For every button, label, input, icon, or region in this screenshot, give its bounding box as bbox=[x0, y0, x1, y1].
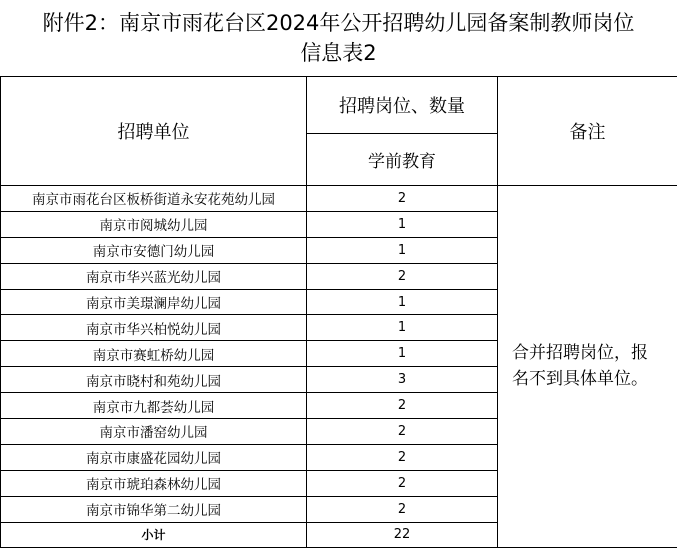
unit-name-cell: 南京市康盛花园幼儿园 bbox=[1, 444, 307, 470]
table-row bbox=[1, 186, 677, 212]
unit-name-cell: 南京市潘窑幼儿园 bbox=[1, 419, 307, 445]
document-title bbox=[0, 0, 677, 76]
position-count-cell: 1 bbox=[307, 211, 498, 237]
position-count-cell: 2 bbox=[307, 470, 498, 496]
header-row-1 bbox=[1, 77, 677, 134]
header-unit: 招聘单位 bbox=[1, 77, 307, 186]
unit-name-cell: 南京市九都荟幼儿园 bbox=[1, 393, 307, 419]
position-count-cell: 1 bbox=[307, 237, 498, 263]
unit-name-cell: 南京市赛虹桥幼儿园 bbox=[1, 341, 307, 367]
unit-name-cell: 南京市锦华第二幼儿园 bbox=[1, 496, 307, 522]
title-line-2: 信息表2 bbox=[300, 41, 377, 65]
header-positions: 招聘岗位、数量 bbox=[307, 77, 498, 134]
unit-name-cell: 南京市阅城幼儿园 bbox=[1, 211, 307, 237]
unit-name-cell: 南京市雨花台区板桥街道永安花苑幼儿园 bbox=[1, 186, 307, 212]
unit-name-cell: 南京市晓村和苑幼儿园 bbox=[1, 367, 307, 393]
header-category: 学前教育 bbox=[307, 134, 498, 186]
total-label: 小计 bbox=[1, 522, 307, 547]
remark-cell: 合并招聘岗位，报名不到具体单位。 bbox=[498, 186, 677, 548]
recruitment-table bbox=[0, 76, 677, 548]
position-count-cell: 1 bbox=[307, 341, 498, 367]
position-count-cell: 3 bbox=[307, 367, 498, 393]
unit-name-cell: 南京市华兴柏悦幼儿园 bbox=[1, 315, 307, 341]
header-remark: 备注 bbox=[498, 77, 677, 186]
position-count-cell: 2 bbox=[307, 419, 498, 445]
position-count-cell: 2 bbox=[307, 444, 498, 470]
position-count-cell: 2 bbox=[307, 263, 498, 289]
position-count-cell: 2 bbox=[307, 186, 498, 212]
unit-name-cell: 南京市安德门幼儿园 bbox=[1, 237, 307, 263]
total-count: 22 bbox=[307, 522, 498, 547]
position-count-cell: 1 bbox=[307, 315, 498, 341]
title-line-1: 附件2：南京市雨花台区2024年公开招聘幼儿园备案制教师岗位 bbox=[42, 11, 635, 35]
position-count-cell: 2 bbox=[307, 496, 498, 522]
position-count-cell: 1 bbox=[307, 289, 498, 315]
unit-name-cell: 南京市华兴蓝光幼儿园 bbox=[1, 263, 307, 289]
position-count-cell: 2 bbox=[307, 393, 498, 419]
unit-name-cell: 南京市美璟澜岸幼儿园 bbox=[1, 289, 307, 315]
unit-name-cell: 南京市琥珀森林幼儿园 bbox=[1, 470, 307, 496]
